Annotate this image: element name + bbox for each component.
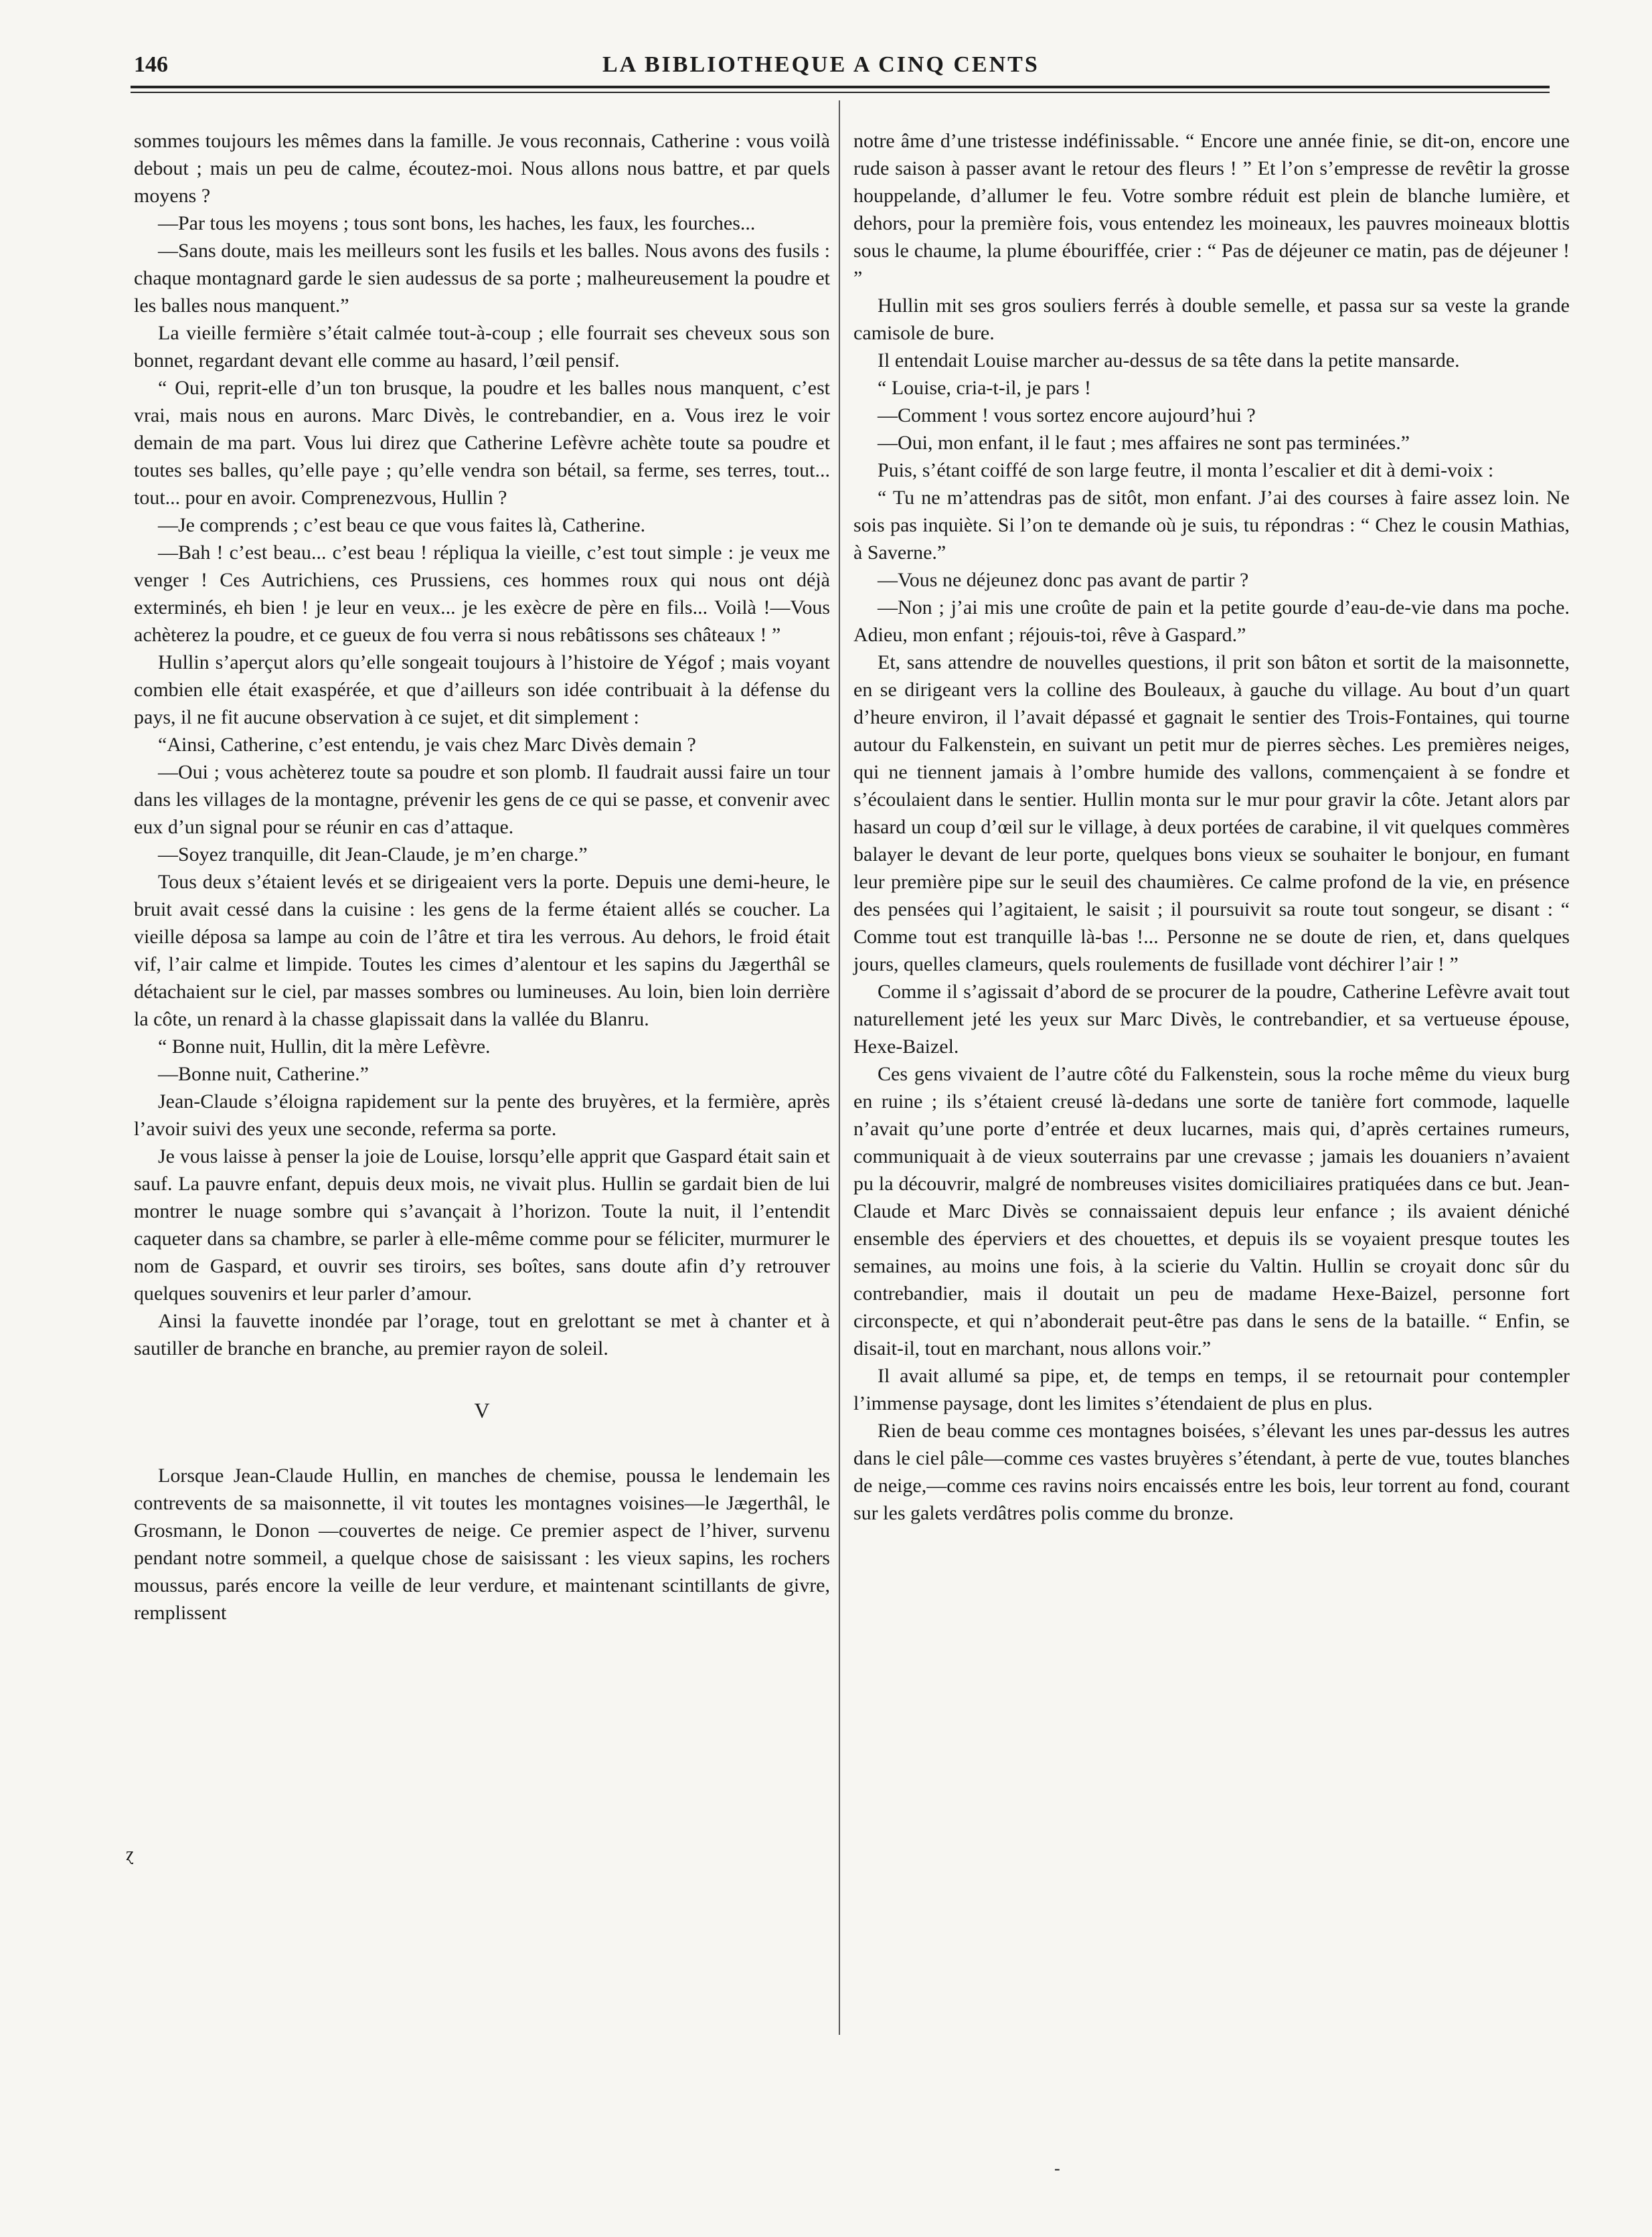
- paragraph: —Sans doute, mais les meilleurs sont les fusils et les balles. Nous avons des fusils : chaque montagnard garde le sien audessus de sa porte ; malheureusement la poudre et les balles nous manquent.”: [134, 240, 830, 317]
- paragraph: Jean-Claude s’éloigna rapidement sur la pente des bruyères, et la fermière, après l’avoir suivi des yeux une seconde, referma sa porte.: [134, 1090, 830, 1140]
- header-rule-thin: [131, 92, 1550, 93]
- paragraph: “ Oui, reprit-elle d’un ton brusque, la poudre et les balles nous manquent, c’est vrai, mais nous en aurons. Marc Divès, le contrebandier, en a. Vous irez le voir demain de ma part. Vous lui direz que Catherine Lefèvre achète toute sa poudre et toutes ses balles, qu’elle paye ; qu’elle vendra son bétail, sa ferme, ses terres, tout... tout... pour en avoir. Comprenezvous, Hullin ?: [134, 377, 830, 509]
- right-column: [853, 127, 1570, 1527]
- header-rule-thick: [131, 86, 1550, 88]
- page-header: [134, 52, 1546, 79]
- paragraph: sommes toujours les mêmes dans la famille. Je vous reconnais, Catherine : vous voilà debout ; mais un peu de calme, écoutez-moi. Nous allons nous battre, et par quels moyens ?: [134, 130, 830, 207]
- page-number: 146: [134, 52, 168, 77]
- paragraph: Hullin s’aperçut alors qu’elle songeait toujours à l’histoire de Yégof ; mais voyant combien elle était exaspérée, et que d’ailleurs son idée contribuait à la défense du pays, il ne fit aucune observation à ce sujet, et dit simplement :: [134, 651, 830, 728]
- paragraph: —Par tous les moyens ; tous sont bons, les haches, les faux, les fourches...: [158, 212, 756, 234]
- paragraph: —Oui ; vous achèterez toute sa poudre et son plomb. Il faudrait aussi faire un tour dans les villages de la montagne, prévenir les gens de ce qui se passe, et convenir avec eux d’un signal pour se réunir en cas d’attaque.: [134, 761, 830, 838]
- paragraph: Lorsque Jean-Claude Hullin, en manches de chemise, poussa le lendemain les contrevents de sa maisonnette, il vit toutes les montagnes voisines—le Jægerthâl, le Grosmann, le Donon —couvertes de neige. Ce premier aspect de l’hiver, survenu pendant notre sommeil, a quelque chose de saisissant : les vieux sapins, les rochers moussus, parés encore la veille de leur verdure, et maintenant scintillants de givre, remplissent: [134, 1465, 830, 1624]
- paragraph: Hullin mit ses gros souliers ferrés à double semelle, et passa sur sa veste la grande camisole de bure.: [853, 295, 1570, 344]
- paragraph: “Ainsi, Catherine, c’est entendu, je vais chez Marc Divès demain ?: [158, 734, 696, 756]
- paragraph: —Vous ne déjeunez donc pas avant de partir ?: [878, 569, 1249, 591]
- paragraph: —Bonne nuit, Catherine.”: [158, 1063, 369, 1085]
- margin-mark: ɀ: [126, 1844, 135, 1865]
- paragraph: Rien de beau comme ces montagnes boisées, s’élevant les unes par-dessus les autres dans le ciel pâle—comme ces vastes bruyères s’étendant, à perte de vue, toutes blanches de neige,—comme ces ravins noirs encaissés entre les bois, leur torrent au fond, courant sur les galets verdâtres polis comme du bronze.: [853, 1420, 1570, 1524]
- paragraph: Il avait allumé sa pipe, et, de temps en temps, il se retournait pour contempler l’immense paysage, dont les limites s’étendaient de plus en plus.: [853, 1365, 1570, 1414]
- paragraph: Je vous laisse à penser la joie de Louise, lorsqu’elle apprit que Gaspard était sain et sauf. La pauvre enfant, depuis deux mois, ne vivait plus. Hullin se gardait bien de lui montrer le nuage sombre qui s’avançait à l’horizon. Toute la nuit, il l’entendit caqueter dans sa chambre, se parler à elle-même comme pour se féliciter, murmurer le nom de Gaspard, et ouvrir ses tiroirs, ses boîtes, sans doute afin d’y retrouver quelques souvenirs et leur parler d’amour.: [134, 1145, 830, 1305]
- paragraph: “ Bonne nuit, Hullin, dit la mère Lefèvre.: [158, 1035, 491, 1058]
- paragraph: —Comment ! vous sortez encore aujourd’hui ?: [878, 404, 1256, 426]
- paragraph: Puis, s’étant coiffé de son large feutre, il monta l’escalier et dit à demi-voix :: [878, 459, 1494, 481]
- paragraph: —Oui, mon enfant, il le faut ; mes affaires ne sont pas terminées.”: [878, 432, 1410, 454]
- paragraph: Et, sans attendre de nouvelles questions, il prit son bâton et sortit de la maisonnette, en se dirigeant vers la colline des Bouleaux, à gauche du village. Au bout d’un quart d’heure environ, il l’avait dépassé et gagnait le sentier des Trois-Fontaines, qui tourne autour du Falkenstein, en suivant un petit mur de pierres sèches. Les premières neiges, qui ne tiennent jamais à l’ombre humide des vallons, commençaient à se fondre et s’écoulaient dans le sentier. Hullin monta sur le mur pour gravir la côte. Jetant alors par hasard un coup d’œil sur le village, à deux portées de carabine, il vit quelques commères balayer le devant de leur porte, quelques bons vieux se souhaiter le bonjour, en fumant leur première pipe sur le seuil des chaumières. Ce calme profond de la vie, en présence des pensées qui l’agitaient, le saisit ; il poursuivit sa route tout songeur, se disant : “ Comme tout est tranquille là-bas !... Personne ne se doute de rien, et, dans quelques jours, quelles clameurs, quels roulements de fusillade vont déchirer l’air ! ”: [853, 651, 1570, 975]
- paragraph: Ces gens vivaient de l’autre côté du Falkenstein, sous la roche même du vieux burg en ruine ; ils s’étaient creusé là-dedans une sorte de tanière fort commode, laquelle n’avait qu’une porte d’entrée et deux lucarnes, mais qui, d’après certaines rumeurs, communiquait à de vieux souterrains par une crevasse ; jamais les douaniers n’avaient pu la découvrir, malgré de nombreuses visites domiciliaires pratiquées dans ce but. Jean-Claude et Marc Divès se connaissaient depuis leur enfance ; ils avaient déniché ensemble des éperviers et des chouettes, et depuis ils se voyaient presque toutes les semaines, au moins une fois, à la scierie du Valtin. Hullin se croyait donc sûr du contrebandier, mais il doutait un peu de madame Hexe-Baizel, personne fort circonspecte, et qui n’abonderait peut-être pas dans le sens de la bataille. “ Enfin, se disait-il, tout en marchant, nous allons voir.”: [853, 1063, 1570, 1359]
- paragraph: “ Tu ne m’attendras pas de sitôt, mon enfant. J’ai des courses à faire assez loin. Ne sois pas inquiète. Si l’on te demande où je suis, tu répondras : “ Chez le cousin Mathias, à Saverne.”: [853, 487, 1570, 564]
- paragraph: Comme il s’agissait d’abord de se procurer de la poudre, Catherine Lefèvre avait tout naturellement jeté les yeux sur Marc Divès, le contrebandier, et sa vertueuse épouse, Hexe-Baizel.: [853, 981, 1570, 1058]
- paragraph: —Bah ! c’est beau... c’est beau ! répliqua la vieille, c’est tout simple : je veux me venger ! Ces Autrichiens, ces Prussiens, ces hommes roux qui nous ont déjà exterminés, eh bien ! je leur en veux... je les exècre de père en fils... Voilà !—Vous achèterez la poudre, et ce gueux de fou verra si nous rebâtissons ses châteaux ! ”: [134, 542, 830, 646]
- paragraph: La vieille fermière s’était calmée tout-à-coup ; elle fourrait ses cheveux sous son bonnet, regardant devant elle comme au hasard, l’œil pensif.: [134, 322, 830, 371]
- left-column: [134, 127, 830, 1627]
- paragraph: Il entendait Louise marcher au-dessus de sa tête dans la petite mansarde.: [878, 349, 1460, 371]
- paragraph: —Soyez tranquille, dit Jean-Claude, je m’en charge.”: [158, 843, 588, 865]
- column-divider: [839, 100, 840, 2035]
- footer-mark: -: [1054, 2159, 1060, 2178]
- paragraph: —Je comprends ; c’est beau ce que vous faites là, Catherine.: [158, 514, 646, 536]
- paragraph: notre âme d’une tristesse indéfinissable. “ Encore une année finie, se dit-on, encore une rude saison à passer avant le retour des fleurs ! ” Et l’on s’empresse de revêtir la grosse houppelande, d’allumer le feu. Votre sombre réduit est plein de blanche lumière, et dehors, pour la première fois, vous entendez les moineaux, les pauvres moineaux blottis sous le chaume, la plume ébouriffée, crier : “ Pas de déjeuner ce matin, pas de déjeuner ! ”: [853, 130, 1570, 289]
- paragraph: Ainsi la fauvette inondée par l’orage, tout en grelottant se met à chanter et à sautiller de branche en branche, au premier rayon de soleil.: [134, 1310, 830, 1359]
- paragraph: Tous deux s’étaient levés et se dirigeaient vers la porte. Depuis une demi-heure, le bruit avait cessé dans la cuisine : les gens de la ferme étaient allés se coucher. La vieille déposa sa lampe au coin de l’âtre et tira les verrous. Au dehors, le froid était vif, l’air calme et limpide. Toutes les cimes d’alentour et les sapins du Jægerthâl se détachaient sur le ciel, par masses sombres ou lumineuses. Au loin, bien loin derrière la côte, un renard à la chasse glapissait dans la vallée du Blanru.: [134, 871, 830, 1030]
- paragraph: —Non ; j’ai mis une croûte de pain et la petite gourde d’eau-de-vie dans ma poche. Adieu, mon enfant ; réjouis-toi, rêve à Gaspard.”: [853, 596, 1570, 646]
- running-title: LA BIBLIOTHEQUE A CINQ CENTS: [602, 52, 1040, 77]
- chapter-heading: V: [474, 1398, 490, 1422]
- paragraph: “ Louise, cria-t-il, je pars !: [878, 377, 1092, 399]
